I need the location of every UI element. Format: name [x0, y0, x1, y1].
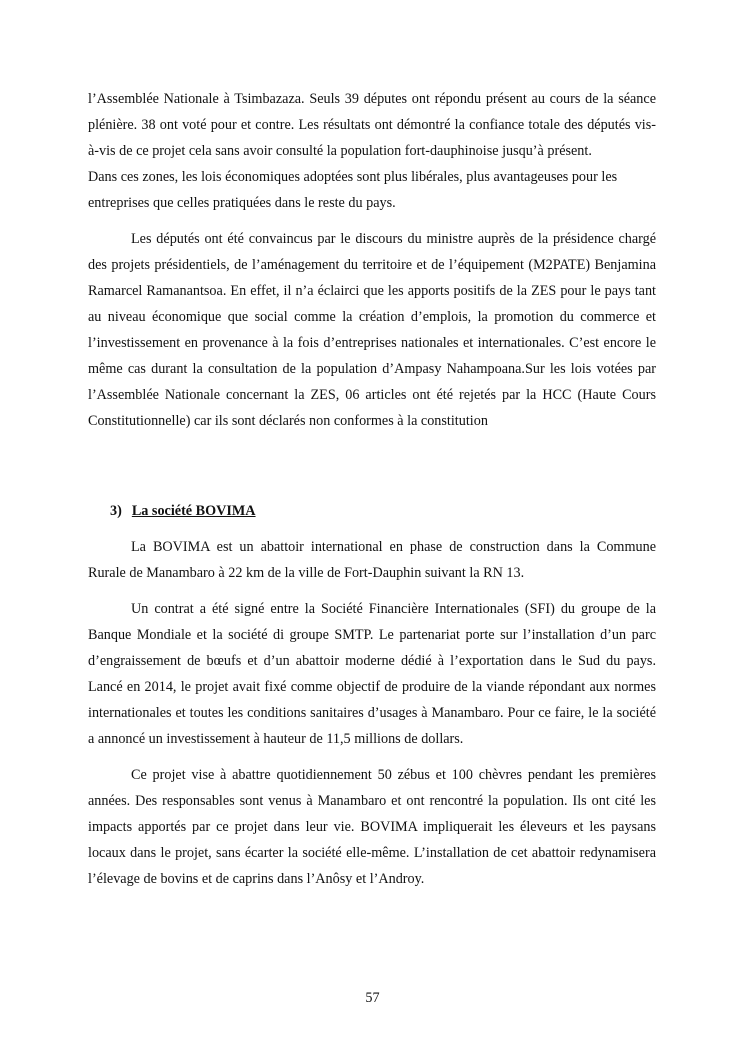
page-number: 57	[365, 990, 380, 1006]
paragraph-bovima-abattoir: La BOVIMA est un abattoir international en phase de construction dans la Commune Rurale de Manambaro à 22 km de la ville de Fort-Dauphin suivant la RN 13.	[88, 539, 656, 581]
paragraph-projet-zebus: Ce projet vise à abattre quotidiennement 50 zébus et 100 chèvres pendant les premières années. Des responsables sont venus à Manambaro et ont rencontré la population. Ils ont cité les impacts apportés par ce projet dans leur vie. BOVIMA impliquerait les éleveurs et les paysans locaux dans le projet, sans écarter la société elle-même. L’installation de cet abattoir redynamisera l’élevage de bovins et de caprins dans l’Anôsy et l’Androy.	[88, 767, 656, 887]
paragraph-assemblee-vote: l’Assemblée Nationale à Tsimbazaza. Seuls 39 députes ont répondu présent au cours de la séance plénière. 38 ont voté pour et contre. Les résultats ont démontré la confiance totale des députés vis-à-vis de ce projet cela sans avoir consulté la population fort-dauphinoise jusqu’à présent.	[88, 91, 656, 159]
paragraph-zones-lois: Dans ces zones, les lois économiques adoptées sont plus libérales, plus avantageuses pour les entreprises que celles pratiquées dans le reste du pays.	[88, 169, 618, 211]
paragraph-contrat-sfi: Un contrat a été signé entre la Société Financière Internationales (SFI) du groupe de la Banque Mondiale et la société di groupe SMTP. Le partenariat porte sur l’installation d’un parc d’engraissement de bœufs et d’un abattoir moderne dédié à l’exportation dans le Sud du pays. Lancé en 2014, le projet avait fixé comme objectif de produire de la viande répondant aux normes internationales et toutes les conditions sanitaires d’usages à Manambaro. Pour ce faire, le la société a annoncé un investissement à hauteur de 11,5 millions de dollars.	[88, 601, 656, 747]
document-body	[88, 86, 656, 892]
section-title: La société BOVIMA	[131, 503, 256, 519]
section-number: 3)	[110, 503, 122, 519]
paragraph-deputes-convaincus: Les députés ont été convaincus par le discours du ministre auprès de la présidence chargé des projets présidentiels, de l’aménagement du territoire et de l’équipement (M2PATE) Benjamina Ramarcel Ramanantsoa. En effet, il n’a éclairci que les apports positifs de la ZES pour le pays tant au niveau économique que social comme la création d’emplois, la promotion du commerce et l’investissement en provenance à la fois d’entreprises nationales et internationales. C’est encore le même cas durant la consultation de la population d’Ampasy Nahampoana.Sur les lois votées par l’Assemblée Nationale concernant la ZES, 06 articles ont été rejetés par la HCC (Haute Cours Constitutionnelle) car ils sont déclarés non conformes à la constitution	[88, 231, 656, 429]
section-heading-bovima	[110, 498, 656, 524]
